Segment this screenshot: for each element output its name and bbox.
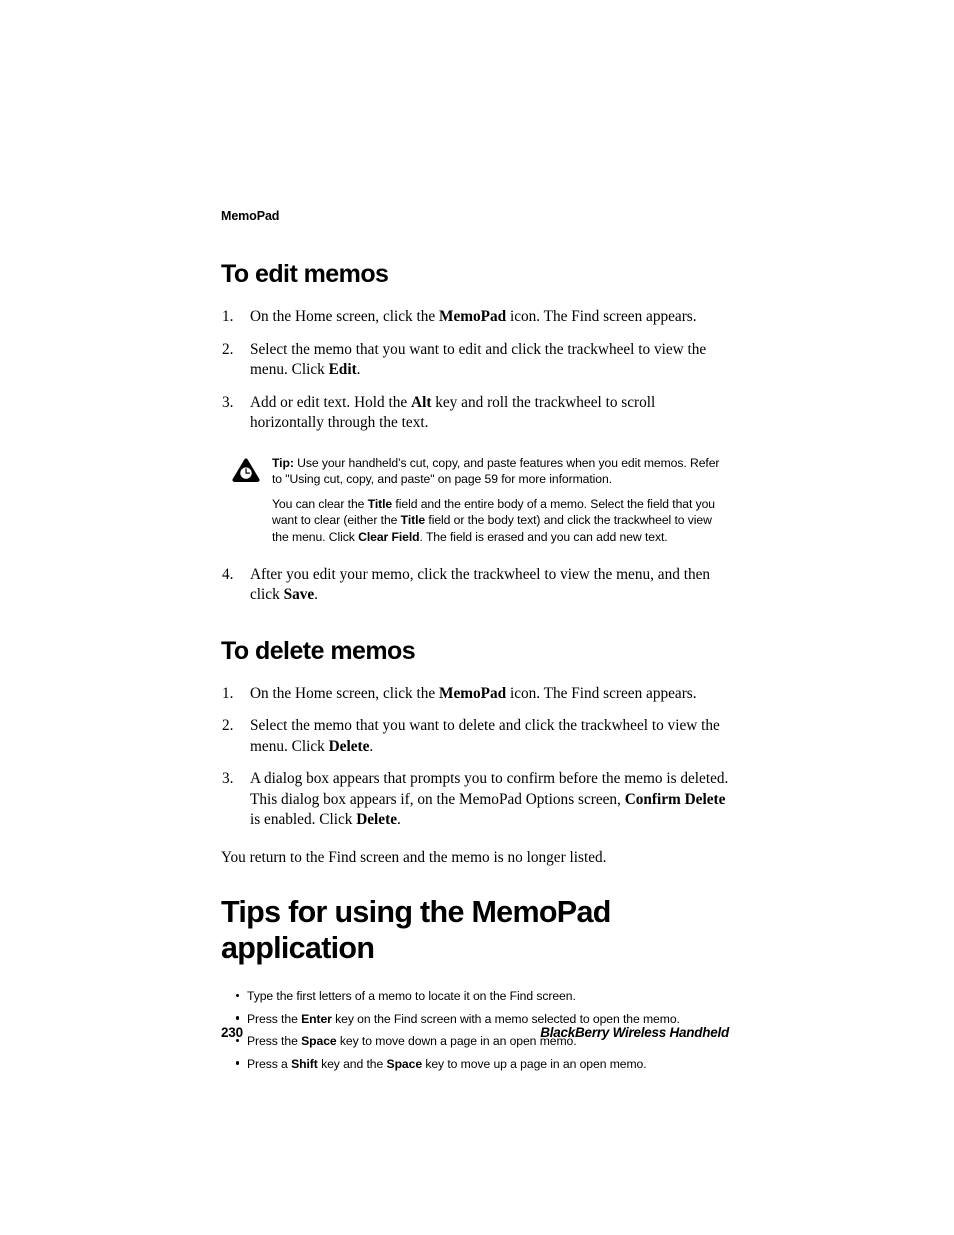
warning-clock-triangle-icon bbox=[232, 458, 260, 483]
page-footer bbox=[221, 1024, 729, 1044]
tip-text: Type the first letters of a memo to locate it on the Find screen. bbox=[247, 989, 576, 1004]
step-text: Add or edit text. Hold the Alt key and roll the trackwheel to scroll horizontally through the text. bbox=[250, 393, 656, 431]
bullet-icon bbox=[236, 994, 239, 997]
bullet-icon bbox=[236, 1016, 239, 1019]
step-number: 2. bbox=[222, 340, 234, 358]
step-text: After you edit your memo, click the trackwheel to view the menu, and then click Save. bbox=[250, 565, 711, 604]
list-item bbox=[221, 340, 729, 381]
section-spacer bbox=[221, 868, 729, 894]
page-number: 230 bbox=[221, 1025, 243, 1040]
bullet-icon bbox=[236, 1061, 239, 1064]
tip-paragraph: Tip: Use your handheld’s cut, copy, and paste features when you edit memos. Refer to "Using cut, copy, and paste" on page 59 for more information. bbox=[272, 455, 720, 486]
step-number: 2. bbox=[222, 717, 234, 735]
running-header: MemoPad bbox=[221, 209, 280, 223]
step-number: 3. bbox=[222, 393, 234, 411]
step-text: Select the memo that you want to edit and click the trackwheel to view the menu. Click Edit. bbox=[250, 340, 707, 378]
list-item bbox=[221, 716, 729, 757]
list-item bbox=[221, 393, 729, 434]
steps-edit-memos bbox=[221, 307, 729, 434]
step-text: On the Home screen, click the MemoPad icon. The Find screen appears. bbox=[250, 308, 697, 325]
steps-edit-memos-continued bbox=[221, 565, 729, 606]
paragraph-spacer bbox=[221, 831, 729, 848]
step-text: On the Home screen, click the MemoPad icon. The Find screen appears. bbox=[250, 684, 697, 702]
product-name: BlackBerry Wireless Handheld bbox=[540, 1025, 729, 1040]
list-item bbox=[221, 769, 729, 831]
step-number: 1. bbox=[222, 308, 234, 325]
list-item bbox=[221, 307, 729, 328]
step-number: 3. bbox=[222, 770, 234, 788]
step-number: 4. bbox=[222, 565, 234, 583]
section-spacer bbox=[221, 606, 729, 636]
heading-tips-for-using-memopad: Tips for using the MemoPad application bbox=[221, 895, 611, 966]
tip-paragraph: You can clear the Title field and the entire body of a memo. Select the field that you want to clear (either the Title field or the body text) and click the trackwheel to view the menu. Click Clear Field. The field is erased and you can add new text. bbox=[272, 497, 715, 544]
heading-to-edit-memos: To edit memos bbox=[221, 260, 389, 288]
step-number: 1. bbox=[222, 684, 234, 702]
heading-to-delete-memos: To delete memos bbox=[221, 636, 416, 665]
step-text: Select the memo that you want to delete and click the trackwheel to view the menu. Click Delete. bbox=[250, 717, 720, 755]
steps-delete-memos bbox=[221, 684, 729, 831]
list-item bbox=[221, 565, 729, 606]
closing-paragraph: You return to the Find screen and the memo is no longer listed. bbox=[221, 848, 607, 866]
step-text: A dialog box appears that prompts you to confirm before the memo is deleted. This dialog box appears if, on the MemoPad Options screen, Confirm Delete is enabled. Click Delete. bbox=[250, 770, 729, 829]
page-content bbox=[221, 208, 729, 1072]
list-item bbox=[221, 684, 729, 705]
tip-text: Press the Space key to move down a page in an open memo. bbox=[247, 1034, 577, 1049]
tip-text: Press the Enter key on the Find screen with a memo selected to open the memo. bbox=[247, 1011, 680, 1026]
tip-callout bbox=[221, 455, 729, 545]
tip-text: Press a Shift key and the Space key to move up a page in an open memo. bbox=[247, 1056, 647, 1071]
list-item bbox=[236, 988, 729, 1004]
list-item bbox=[236, 1056, 729, 1072]
